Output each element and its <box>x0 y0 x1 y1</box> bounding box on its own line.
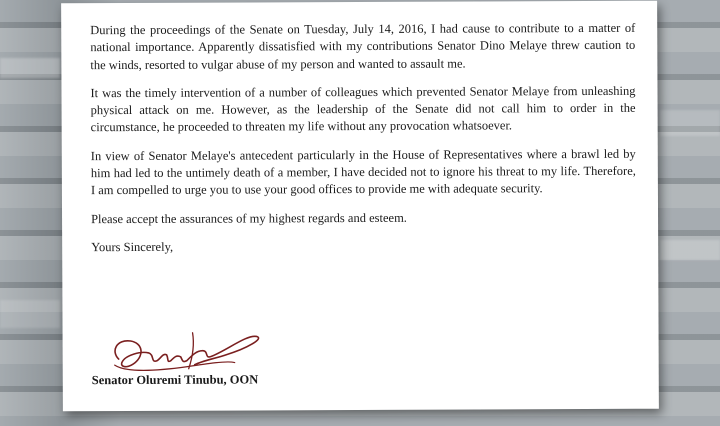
paragraph-2: It was the timely intervention of a number of colleagues which prevented Senator Melaye from unleashing physical attack on me. However, as the leadership of the Senate did not call him to order in the circumstance, he proceeded to threaten my life without any provocation whatsoever. <box>90 83 636 135</box>
letter-body <box>90 20 636 268</box>
background-strip <box>660 240 720 260</box>
handwritten-signature <box>96 320 296 379</box>
paragraph-4: Please accept the assurances of my highest regards and esteem. <box>91 210 407 226</box>
letter-page <box>61 1 659 412</box>
background-strip <box>0 58 60 78</box>
paragraph-3: In view of Senator Melaye's antecedent particularly in the House of Representatives where a brawl led by him had led to the untimely death of a member, I have decided not to ignore his threat to my life. Therefore, I am compelled to urge you to use your good offices to provide me with adequate security. <box>90 146 636 198</box>
background-strip <box>660 110 720 136</box>
background-strip <box>0 300 60 328</box>
paragraph-1: During the proceedings of the Senate on Tuesday, July 14, 2016, I had cause to contribute to a matter of national importance. Apparently dissatisfied with my contributions Senator Dino Melaye threw caution to the winds, resorted to vulgar abuse of my person and wanted to assault me. <box>90 20 636 72</box>
signatory-name: Senator Oluremi Tinubu, OON <box>91 372 259 388</box>
closing-line: Yours Sincerely, <box>91 239 174 255</box>
